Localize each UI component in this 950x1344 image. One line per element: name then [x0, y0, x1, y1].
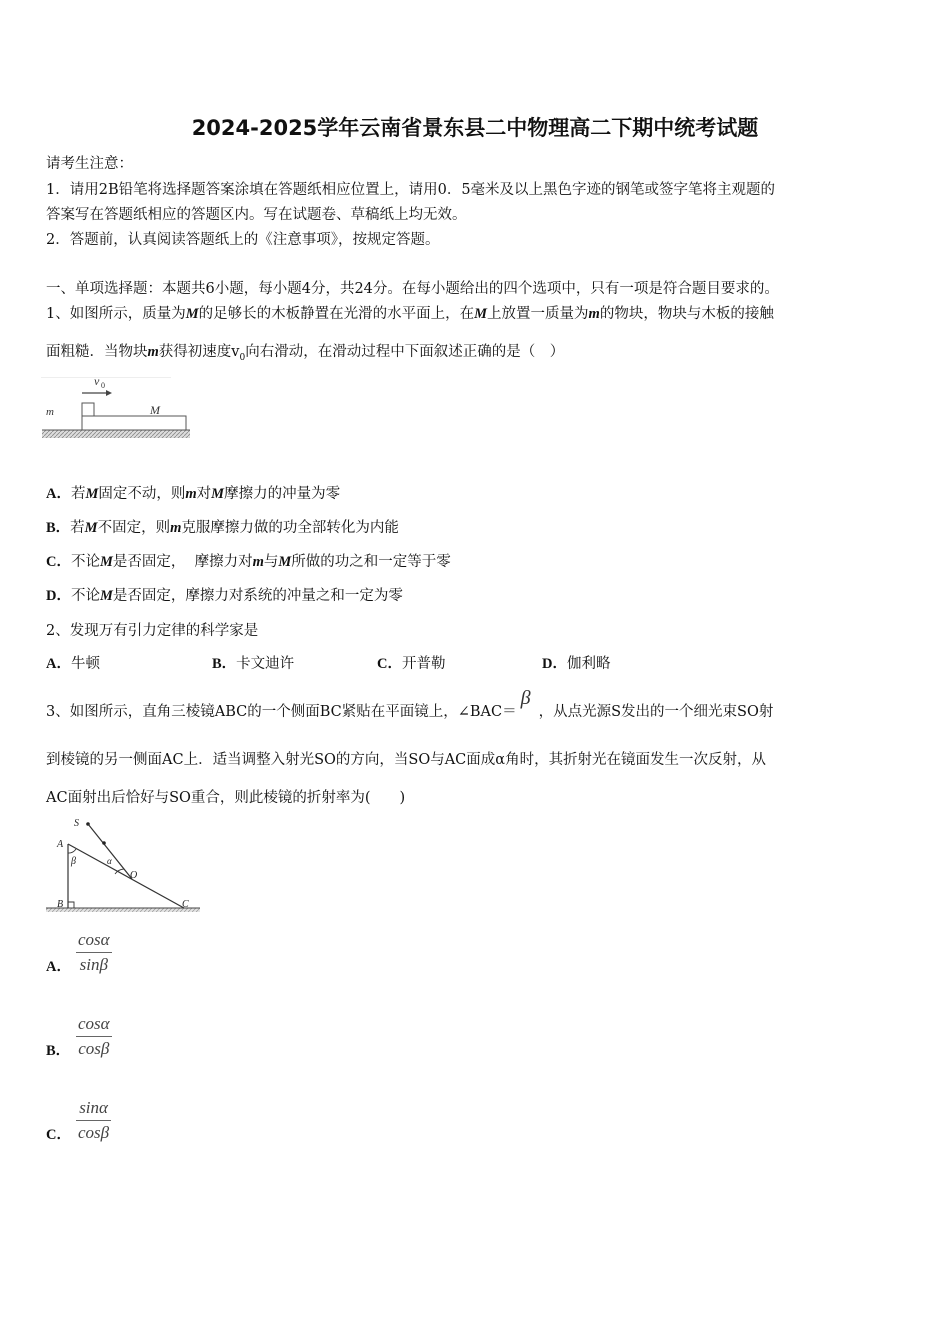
fraction-numerator: cosα — [76, 1014, 112, 1037]
option-text: 不论 — [70, 588, 100, 604]
option-text: 若 — [70, 520, 85, 536]
question-2-stem: 2、发现万有引力定律的科学家是 — [46, 623, 259, 639]
option-text: 不论 — [70, 554, 100, 570]
question-3-stem-line3: AC面射出后恰好与SO重合，则此棱镜的折射率为( ) — [46, 790, 406, 806]
q1-option-b[interactable] — [46, 516, 399, 537]
option-text: 牛顿 — [70, 656, 100, 672]
q2-option-a[interactable] — [46, 652, 100, 673]
var-m: m — [588, 306, 600, 322]
q1-text: 面粗糙．当物块 — [46, 344, 148, 360]
ground — [42, 430, 190, 438]
option-text: 若 — [70, 486, 86, 502]
q1-text: 的足够长的木板静置在光滑的水平面上，在 — [198, 306, 475, 322]
board-block-figure — [40, 368, 190, 448]
option-text: 伽利略 — [566, 656, 611, 672]
beta-symbol: β — [520, 687, 531, 709]
q3-option-a-fraction — [76, 930, 112, 975]
option-text: 所做的功之和一定等于零 — [291, 554, 451, 570]
fraction-numerator: sinα — [76, 1098, 111, 1121]
option-label: A． — [46, 959, 71, 975]
question-1-stem-line1 — [46, 302, 774, 323]
var-M: M — [211, 486, 225, 502]
label-O: O — [130, 870, 138, 881]
question-3-stem-line2: 到棱镜的另一侧面AC上．适当调整入射光SO的方向，当SO与AC面成α角时，其折射光在镜面发生一次反射，从 — [46, 752, 767, 768]
option-text: 与 — [263, 554, 279, 570]
block-label-m: m — [46, 406, 54, 418]
prism-figure — [44, 812, 204, 914]
option-text: 克服摩擦力做的功全部转化为内能 — [181, 520, 399, 536]
option-label: B． — [212, 656, 237, 672]
option-text: 固定不动，则 — [98, 486, 186, 502]
label-S: S — [74, 818, 79, 829]
option-label: B． — [46, 520, 71, 536]
block-m — [82, 403, 94, 416]
var-M: M — [85, 486, 99, 502]
q2-option-d[interactable] — [542, 652, 610, 673]
notice-heading: 请考生注意： — [46, 156, 133, 172]
var-M: M — [99, 588, 113, 604]
q1-text: 1、如图所示，质量为 — [46, 306, 186, 322]
q2-option-b[interactable] — [212, 652, 294, 673]
exam-title: 2024-2025学年云南省景东县二中物理高二下期中统考试题 — [191, 116, 759, 140]
velocity-subscript: 0 — [101, 381, 105, 390]
fraction-numerator: cosα — [76, 930, 112, 953]
var-M: M — [99, 554, 113, 570]
option-label: D． — [542, 656, 567, 672]
q1-option-c[interactable] — [46, 550, 451, 571]
velocity-label: v — [94, 374, 100, 388]
var-M: M — [185, 306, 199, 322]
question-1-stem-line2 — [46, 340, 564, 363]
var-m: m — [170, 520, 182, 536]
option-label: C． — [377, 656, 402, 672]
q2-option-c[interactable] — [377, 652, 445, 673]
fraction-denominator: cosβ — [78, 1039, 110, 1058]
q3-option-c-fraction — [76, 1098, 111, 1143]
label-B: B — [57, 899, 64, 910]
notice-item-2: 2．答题前，认真阅读答题纸上的《注意事项》，按规定答题。 — [46, 232, 440, 248]
notice-item-1-cont: 答案写在答题纸相应的答题区内。写在试题卷、草稿纸上均无效。 — [46, 207, 467, 223]
fraction-denominator: sinβ — [79, 955, 108, 974]
option-label: B． — [46, 1043, 71, 1059]
var-m: m — [147, 344, 159, 360]
board-M — [82, 416, 186, 430]
q1-option-a[interactable] — [46, 482, 340, 503]
option-text: 开普勒 — [401, 656, 446, 672]
q3-option-b-label[interactable] — [46, 1039, 70, 1060]
option-text: 是否固定，摩擦力对系统的冲量之和一定为零 — [112, 588, 403, 604]
notice-item-1: 1．请用2B铅笔将选择题答案涂填在答题纸相应位置上，请用0．5毫米及以上黑色字迹的钢笔或签字笔将主观题的 — [46, 182, 776, 198]
q3-text: 3、如图所示，直角三棱镜ABC的一个侧面BC紧贴在平面镜上，∠BAC＝ — [46, 704, 517, 720]
var-m: m — [252, 554, 264, 570]
option-label: A． — [46, 656, 71, 672]
option-label: A． — [46, 486, 71, 502]
subscript-0: 0 — [239, 352, 246, 363]
option-text: 卡文迪许 — [236, 656, 295, 672]
label-beta: β — [71, 856, 76, 867]
var-M: M — [84, 520, 98, 536]
label-A: A — [57, 839, 64, 850]
board-label-M: M — [150, 403, 160, 417]
light-ray-SO — [88, 824, 132, 879]
mirror-surface — [46, 908, 200, 912]
option-text: 摩擦力的冲量为零 — [224, 486, 341, 502]
q3-option-c-label[interactable] — [46, 1123, 71, 1144]
option-label: C． — [46, 554, 71, 570]
q1-text: 的物块，物块与木板的接触 — [599, 306, 774, 322]
label-C: C — [182, 899, 189, 910]
var-m: m — [185, 486, 197, 502]
q3-option-a-label[interactable] — [46, 955, 71, 976]
option-label: C． — [46, 1127, 71, 1143]
q3-text: ，从点光源S发出的一个细光束SO射 — [538, 704, 774, 720]
section-heading: 一、单项选择题：本题共6小题，每小题4分，共24分。在每小题给出的四个选项中，只有一项是符合题目要求的。 — [46, 281, 779, 297]
label-alpha: α — [107, 856, 112, 866]
fraction-denominator: cosβ — [78, 1123, 110, 1142]
question-3-stem-line1 — [46, 687, 774, 722]
option-text: 是否固定， 摩擦力对 — [112, 554, 253, 570]
option-label: D． — [46, 588, 71, 604]
q1-text: 向右滑动，在滑动过程中下面叙述正确的是（ ） — [245, 344, 565, 360]
q1-text: 上放置一质量为 — [487, 306, 589, 322]
var-M: M — [474, 306, 488, 322]
option-text: 不固定，则 — [97, 520, 171, 536]
q1-option-d[interactable] — [46, 584, 403, 605]
q3-option-b-fraction — [76, 1014, 112, 1059]
option-text: 对 — [196, 486, 212, 502]
q1-text: 获得初速度v — [158, 344, 240, 360]
var-M: M — [278, 554, 292, 570]
